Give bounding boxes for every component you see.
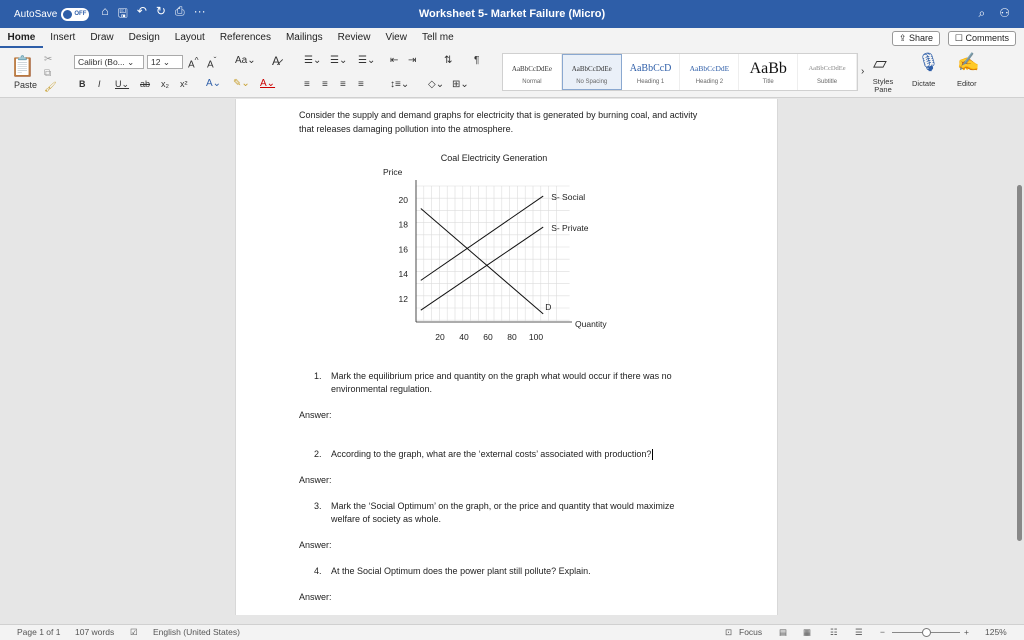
dictate-label: Dictate — [912, 79, 936, 88]
numbering-icon[interactable]: ☰⌄ — [330, 55, 348, 66]
autosave-toggle[interactable] — [61, 8, 89, 21]
style-heading-1[interactable] — [622, 54, 681, 90]
question-1-line-1: Mark the equilibrium price and quantity on the graph what would occur if there was no — [331, 371, 672, 381]
more-icon[interactable]: ··· — [193, 3, 206, 18]
editor-icon[interactable]: ✍ — [957, 52, 980, 72]
align-right-icon[interactable]: ≡ — [340, 79, 346, 90]
increase-indent-icon[interactable]: ⇥ — [408, 55, 417, 66]
multilevel-list-icon[interactable]: ☰⌄ — [358, 55, 376, 66]
ribbon — [0, 48, 1024, 98]
bold-icon[interactable]: B — [79, 79, 86, 89]
strikethrough-icon[interactable]: ab — [140, 79, 151, 89]
shrink-font-icon[interactable]: $A^ˇ$ — [207, 55, 217, 71]
style-sample: AaBbCcDdE — [689, 64, 730, 73]
style-name: Normal — [522, 79, 542, 85]
share-button[interactable]: ⇪ Share — [892, 31, 940, 46]
supply-demand-chart — [236, 144, 779, 404]
superscript-icon[interactable]: x² — [180, 79, 188, 89]
undo-icon[interactable]: ↶ — [136, 3, 147, 18]
intro-line-2: that releases damaging pollution into the atmosphere. — [299, 124, 514, 134]
language[interactable]: English (United States) — [153, 627, 240, 637]
tab-tell-me[interactable]: Tell me — [421, 32, 454, 43]
font-name-value: Calibri (Bo... — [78, 57, 125, 67]
microphone-icon[interactable]: 🎙 — [917, 52, 940, 72]
align-center-icon[interactable]: ≡ — [322, 79, 328, 90]
x-tick-label: 100 — [528, 332, 544, 342]
style-title[interactable] — [739, 54, 798, 90]
chart-x-label: Quantity — [575, 319, 607, 329]
autosave-control[interactable] — [14, 8, 89, 21]
styles-gallery — [502, 53, 858, 91]
style-sample: AaBb — [749, 60, 787, 77]
answer-3-label: Answer: — [299, 540, 332, 550]
vertical-scrollbar[interactable] — [1017, 185, 1022, 541]
question-4-number: 4. — [314, 566, 322, 576]
save-icon[interactable]: 🖫 — [117, 5, 128, 20]
zoom-out-icon[interactable]: − — [880, 627, 885, 637]
series-label: S- Private — [551, 223, 589, 234]
page-count[interactable]: Page 1 of 1 — [17, 627, 61, 637]
draft-icon[interactable]: ☰ — [855, 627, 863, 637]
share-label: Share — [908, 33, 933, 43]
proofing-icon[interactable]: ☑ — [130, 627, 138, 637]
shading-icon[interactable]: ◇⌄ — [428, 79, 445, 90]
x-tick-label: 20 — [435, 332, 445, 342]
format-painter-icon[interactable]: 🖌 — [44, 82, 57, 93]
justify-icon[interactable]: ≡ — [358, 79, 364, 90]
ribbon-tabs — [0, 28, 1024, 48]
paste-label: Paste — [14, 80, 38, 90]
search-icon[interactable]: ⌕ — [978, 6, 986, 20]
redo-icon[interactable]: ↻ — [155, 3, 166, 18]
underline-icon[interactable]: U⌄ — [115, 79, 130, 89]
tab-insert[interactable]: Insert — [50, 32, 76, 43]
font-color-icon[interactable]: A⌄ — [260, 78, 276, 89]
style-name: Title — [762, 79, 774, 85]
chart-y-label: Price — [383, 167, 403, 177]
series-label: S- Social — [551, 192, 586, 203]
focus-icon[interactable]: ⊡ — [725, 627, 733, 637]
grow-font-icon[interactable]: A^ — [188, 55, 199, 71]
style-subtitle[interactable] — [798, 54, 857, 90]
comments-button[interactable]: ☐ Comments — [948, 31, 1016, 46]
question-3-line-2: welfare of society as whole. — [331, 514, 442, 524]
chart-title: Coal Electricity Generation — [440, 153, 548, 163]
autosave-state: OFF — [74, 11, 87, 17]
zoom-slider-thumb[interactable] — [922, 628, 931, 637]
styles-pane-label: Styles Pane — [872, 77, 894, 94]
intro-line-1: Consider the supply and demand graphs for electricity that is generated by burning coal, and activity — [299, 110, 698, 120]
style-name: No Spacing — [576, 79, 608, 85]
title-bar — [0, 0, 1024, 28]
editor-label: Editor — [957, 79, 977, 88]
document-page[interactable] — [235, 99, 778, 615]
borders-icon[interactable]: ⊞⌄ — [452, 79, 469, 90]
answer-4-label: Answer: — [299, 592, 332, 602]
x-tick-label: 80 — [507, 332, 517, 342]
y-tick-label: 16 — [398, 244, 408, 255]
show-formatting-icon[interactable]: ¶ — [474, 55, 480, 66]
style-sample: AaBbCcDdEe — [571, 65, 612, 73]
font-name-select[interactable]: Calibri (Bo... ⌄ — [74, 55, 144, 69]
italic-icon[interactable]: I — [98, 79, 101, 89]
style-normal[interactable] — [503, 54, 562, 90]
style-sample: AaBbCcD — [629, 63, 672, 74]
style-sample: AaBbCcDdEe — [808, 65, 846, 72]
y-tick-label: 14 — [398, 269, 408, 280]
answer-1-label: Answer: — [299, 410, 332, 420]
sort-icon[interactable]: ⇅ — [444, 55, 453, 66]
font-size-value: 12 — [151, 57, 161, 67]
print-icon[interactable]: ⎙ — [174, 3, 185, 18]
text-cursor — [652, 449, 653, 460]
align-left-icon[interactable]: ≡ — [304, 79, 310, 90]
style-name: Heading 1 — [636, 79, 665, 85]
cut-icon[interactable]: ✂ — [44, 54, 53, 65]
comments-label: Comments — [965, 33, 1009, 43]
status-bar — [0, 624, 1024, 640]
zoom-level[interactable]: 125% — [985, 627, 1007, 637]
change-case-icon[interactable]: Aa⌄ — [235, 55, 256, 66]
tab-home[interactable]: Home — [0, 28, 43, 48]
question-2-number: 2. — [314, 449, 322, 459]
question-3-number: 3. — [314, 501, 322, 511]
question-3-line-1: Mark the ‘Social Optimum’ on the graph, or the price and quantity that would maximize — [331, 501, 675, 511]
answer-2-label: Answer: — [299, 475, 332, 485]
tab-layout[interactable]: Layout — [174, 32, 205, 43]
tab-references[interactable]: References — [219, 32, 271, 43]
question-1-line-2: environmental regulation. — [331, 384, 433, 394]
text-effects-icon[interactable]: A⌄ — [206, 78, 222, 89]
x-tick-label: 60 — [483, 332, 493, 342]
autosave-label: AutoSave — [14, 8, 58, 20]
focus-label[interactable]: Focus — [739, 627, 763, 637]
home-icon[interactable]: ⌂ — [101, 3, 109, 18]
style-name: Subtitle — [817, 79, 838, 85]
style-no-spacing[interactable] — [562, 54, 622, 90]
style-sample: AaBbCcDdEe — [511, 65, 552, 73]
account-icon[interactable]: ⚇ — [999, 6, 1010, 20]
y-tick-label: 12 — [398, 294, 408, 304]
highlight-icon[interactable]: ✎⌄ — [233, 78, 250, 89]
chevron-right-icon[interactable]: › — [861, 66, 865, 77]
style-name: Heading 2 — [695, 79, 724, 85]
copy-icon[interactable]: ⧉ — [44, 68, 52, 79]
paste-icon[interactable]: 📋 — [10, 56, 35, 78]
question-2-text — [331, 448, 653, 461]
styles-pane-icon[interactable]: ▱ — [873, 53, 887, 73]
word-count[interactable]: 107 words — [75, 627, 115, 637]
print-layout-icon[interactable]: ▤ — [779, 627, 788, 637]
document-title-text[interactable]: Worksheet 5- Market Failure (Micro) — [418, 8, 606, 20]
question-4-text: At the Social Optimum does the power plant still pollute? Explain. — [331, 566, 591, 576]
question-1-number: 1. — [314, 371, 322, 381]
question-2-content: According to the graph, what are the ‘external costs’ associated with production? — [331, 449, 652, 459]
tab-draw[interactable]: Draw — [90, 32, 114, 43]
subscript-icon[interactable]: x₂ — [161, 79, 169, 89]
clear-formatting-icon[interactable]: A̷ — [272, 54, 281, 68]
web-layout-icon[interactable]: ▦ — [803, 627, 812, 637]
outline-icon[interactable]: ☷ — [830, 627, 838, 637]
y-tick-label: 20 — [398, 194, 408, 205]
font-size-select[interactable]: 12 ⌄ — [147, 55, 183, 69]
style-heading-2[interactable] — [680, 54, 739, 90]
chart-grid — [416, 186, 570, 321]
y-tick-label: 18 — [398, 219, 408, 230]
x-tick-label: 40 — [459, 332, 469, 342]
tab-view[interactable]: View — [385, 32, 407, 43]
tab-design[interactable]: Design — [128, 32, 160, 43]
tab-review[interactable]: Review — [337, 32, 371, 43]
line-spacing-icon[interactable]: ↕≡⌄ — [390, 79, 410, 90]
zoom-in-icon[interactable]: + — [964, 627, 969, 637]
series-label: D — [545, 301, 552, 312]
decrease-indent-icon[interactable]: ⇤ — [390, 55, 399, 66]
bullets-icon[interactable]: ☰⌄ — [304, 55, 322, 66]
tab-mailings[interactable]: Mailings — [285, 32, 323, 43]
